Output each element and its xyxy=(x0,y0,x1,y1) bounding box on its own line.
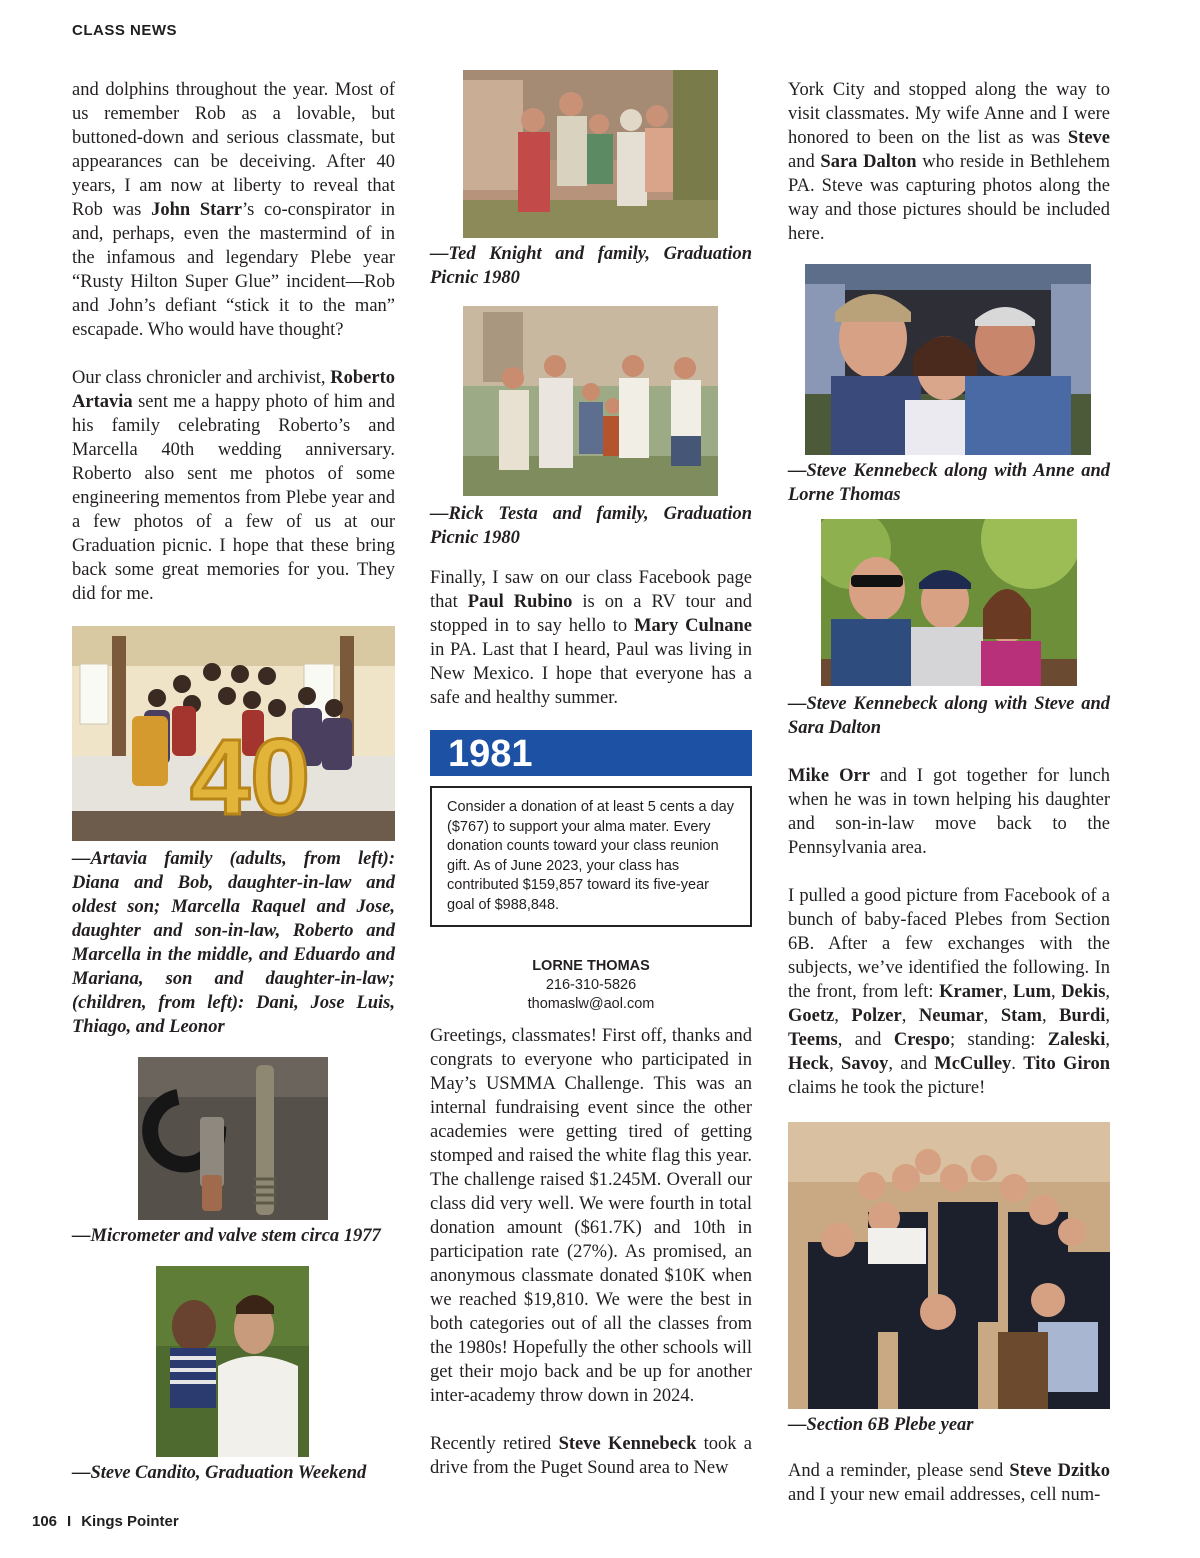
class-contact xyxy=(430,957,752,1014)
caption-steve-candito: —Steve Candito, Graduation Weekend xyxy=(72,1463,367,1483)
name-mary-culnane: Mary Culnane xyxy=(634,616,753,636)
name-sara-dalton: Sara Dalton xyxy=(820,152,917,172)
donation-callout: Consider a donation of at least 5 cents a day ($767) to support your alma mater. Every donation counts toward your class reunion gift. As of June 2023, your class has contributed $159,857 toward its five-year goal of $988,848. xyxy=(430,786,752,927)
page-number: 106 xyxy=(32,1513,58,1530)
section-header: CLASS NEWS xyxy=(72,22,178,39)
photo-kennebeck-thomas xyxy=(805,264,1091,455)
caption-artavia-family: —Artavia family (adults, from left): Diana and Bob, daughter-in-law and oldest son; Marcella Raquel and Jose, daughter and son-in-law, Roberto and Marcella in the middle, and Eduardo and Mariana, son and daughter-in-law; (children, from left): Dani, Jose Luis, Thiago, and Leonor xyxy=(72,849,395,1037)
caption-kennebeck-dalton: —Steve Kennebeck along with Steve and Sara Dalton xyxy=(788,694,1110,738)
publication-name: Kings Pointer xyxy=(81,1513,179,1530)
name-steve: Steve xyxy=(1067,128,1110,148)
year-banner: 1981 xyxy=(430,730,752,776)
paragraph-rob-starr: and dolphins throughout the year. Most of us remember Rob as a lovable, but buttoned-down and serious classmate, but appearances can be deceiving. After 40 years, I am now at liberty to reveal that Rob was John Starr’s co-conspirator in and, perhaps, even the mastermind of in the infamous and legendary Plebe year “Rusty Hilton Super Glue” incident—Rob and John’s defiant “stick it to the man” escapade. Who would have thought? xyxy=(72,80,395,340)
column-left xyxy=(72,78,395,1503)
photo-ted-knight-family xyxy=(463,70,718,238)
caption-micrometer: —Micrometer and valve stem circa 1977 xyxy=(72,1226,381,1246)
photo-micrometer-valve-stem xyxy=(138,1057,328,1220)
name-tito-giron: Tito Giron xyxy=(1023,1054,1111,1074)
name-paul-rubino: Paul Rubino xyxy=(467,592,573,612)
contact-name: LORNE THOMAS xyxy=(532,958,650,974)
page-footer xyxy=(32,1513,179,1530)
paragraph-mike-orr: Mike Orr and I got together for lunch when he was in town helping his daughter and son-in-law move back to the Pennsylvania area. xyxy=(788,766,1111,858)
caption-ted-knight: —Ted Knight and family, Graduation Picnic 1980 xyxy=(430,244,752,288)
name-mike-orr: Mike Orr xyxy=(788,766,870,786)
name-roberto-artavia: Roberto Artavia xyxy=(72,368,395,412)
contact-phone: 216-310-5826 xyxy=(545,977,637,993)
paragraph-roberto-artavia: Our class chronicler and archivist, Roberto Artavia sent me a happy photo of him and his family celebrating Roberto’s and Marcella 40th wedding anniversary. Roberto also sent me photos of some engineering mementos from Plebe year and a few photos of a few of us at our Graduation picnic. I hope that these bring back some great memories for you. They did for me. xyxy=(72,368,395,604)
paragraph-steve-kennebeck: Recently retired Steve Kennebeck took a drive from the Puget Sound area to New xyxy=(430,1434,752,1478)
column-middle xyxy=(430,70,752,1480)
paragraph-paul-rubino: Finally, I saw on our class Facebook page that Paul Rubino is on a RV tour and stopped in to say hello to Mary Culnane in PA. Last that I heard, Paul was living in New Mexico. I hope that everyone has a safe and healthy summer. xyxy=(430,568,753,708)
contact-email: thomaslw@aol.com xyxy=(527,996,655,1012)
photo-artavia-family xyxy=(72,626,395,841)
name-steve-dzitko: Steve Dzitko xyxy=(1009,1461,1110,1481)
caption-section-6b: —Section 6B Plebe year xyxy=(788,1415,974,1435)
paragraph-steve-dzitko: And a reminder, please send Steve Dzitko and I your new email addresses, cell num- xyxy=(788,1461,1110,1505)
caption-kennebeck-thomas: —Steve Kennebeck along with Anne and Lorne Thomas xyxy=(788,461,1110,505)
photo-kennebeck-dalton xyxy=(821,519,1077,686)
photo-steve-candito xyxy=(156,1266,309,1457)
name-steve-kennebeck: Steve Kennebeck xyxy=(558,1434,697,1454)
paragraph-section-6b: I pulled a good picture from Facebook of a bunch of baby-faced Plebes from Section 6B. After a few exchanges with the subjects, we’ve identified the following. In the front, from left: Kramer, Lum, Dekis, Goetz, Polzer, Neumar, Stam, Burdi, Teems, and Crespo; standing: Zaleski, Heck, Savoy, and McCulley. Tito Giron claims he took the picture! xyxy=(788,886,1111,1098)
paragraph-kennebeck-visit: York City and stopped along the way to visit classmates. My wife Anne and I were honored to been on the list as was Steve and Sara Dalton who reside in Bethlehem PA. Steve was capturing photos along the way and those pictures should be included here. xyxy=(788,80,1110,244)
paragraph-usmma-challenge: Greetings, classmates! First off, thanks and congrats to everyone who participated in May’s USMMA Challenge. This was an internal fundraising event since the other academies were getting tired of getting stomped and raised the white flag this year. The challenge raised $1.245M. Overall our class did very well. We were fourth in total donation amount ($61.7K) and 10th in participation rate (27%). As promised, an anonymous classmate donated $10K when we reached $19,810. We were the best in both categories out of all the classes from the 1980s! Hopefully the other schools will get their mojo back and be up for another inter-academy throw down in 2024. xyxy=(430,1026,752,1406)
photo-section-6b xyxy=(788,1122,1110,1409)
photo-rick-testa-family xyxy=(463,306,718,496)
footer-separator: I xyxy=(67,1513,72,1530)
caption-rick-testa: —Rick Testa and family, Graduation Picnic 1980 xyxy=(430,504,752,548)
svg-text:40: 40 xyxy=(190,716,311,837)
name-john-starr: John Starr xyxy=(151,200,242,220)
column-right xyxy=(788,78,1110,1507)
